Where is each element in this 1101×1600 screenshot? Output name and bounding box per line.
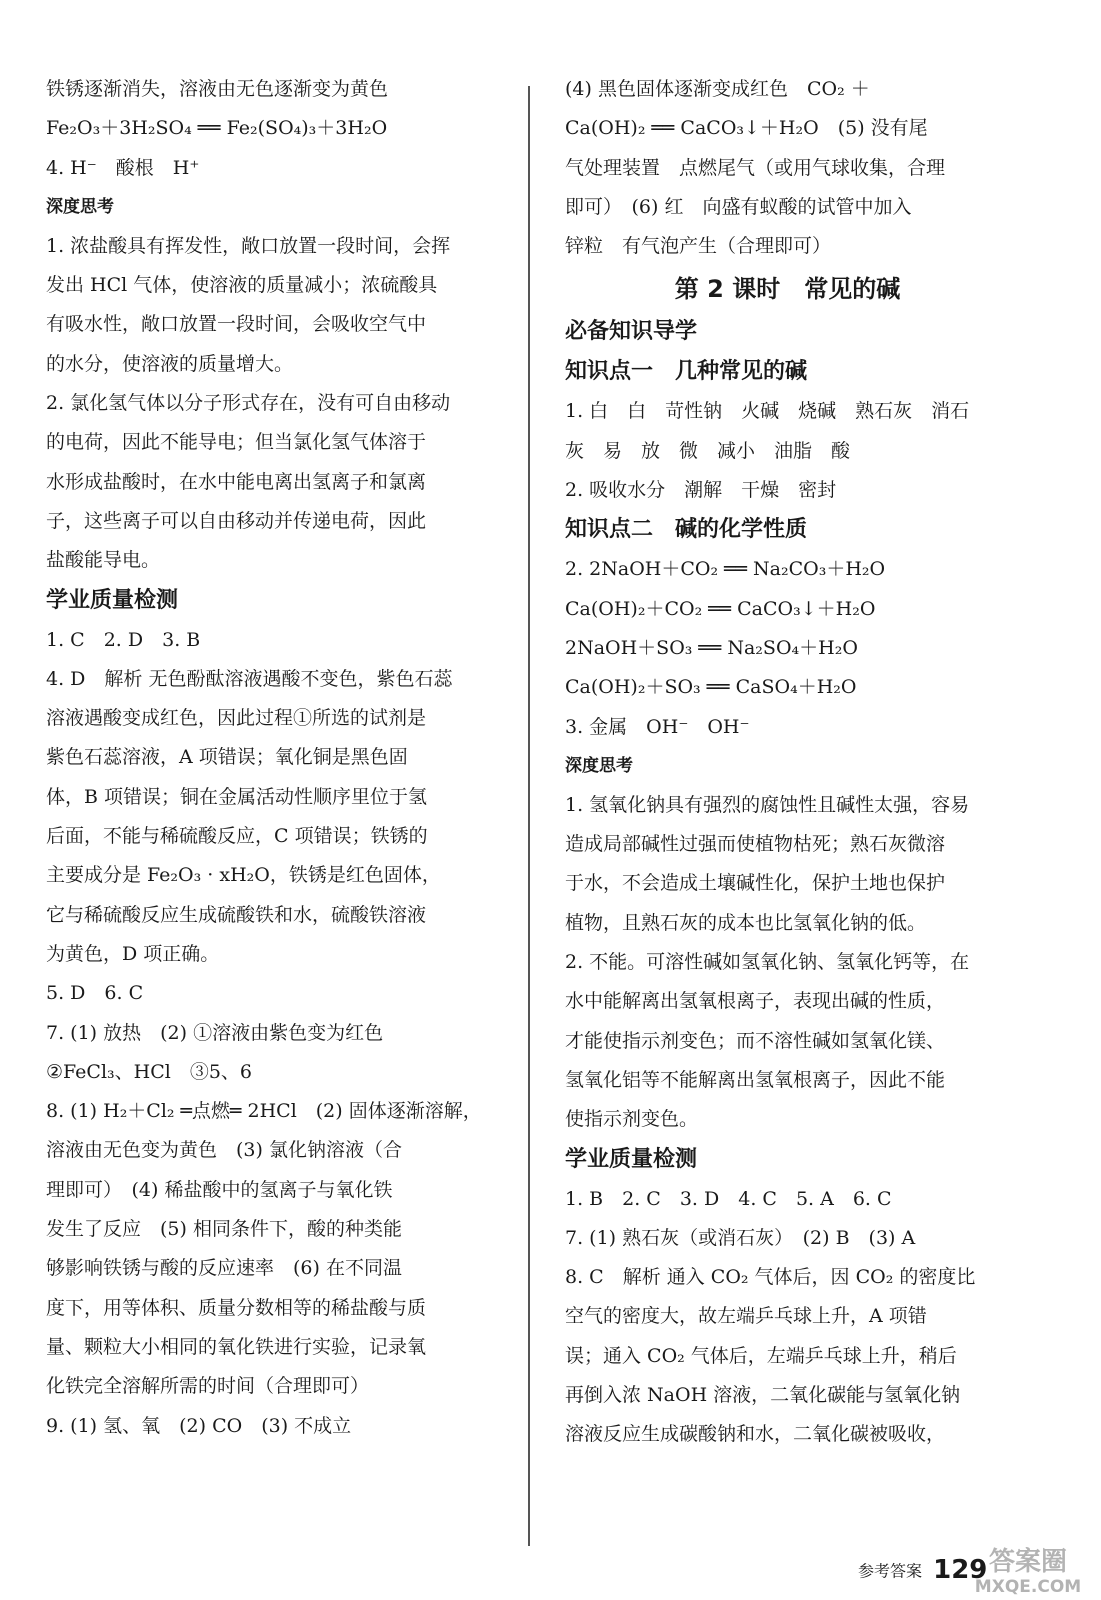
answer-line: 9. (1) 氢、氧 (2) CO (3) 不成立 <box>46 1414 352 1437</box>
answer-line: 发生了反应 (5) 相同条件下，酸的种类能 <box>46 1218 402 1241</box>
answer-line: 子，这些离子可以自由移动并传递电荷，因此 <box>46 509 427 532</box>
section-heading: 知识点一 几种常见的碱 <box>565 359 808 385</box>
answer-line: 后面，不能与稀硫酸反应，C 项错误；铁锈的 <box>46 825 428 848</box>
answer-line: 1. 氢氧化钠具有强烈的腐蚀性且碱性太强，容易 <box>565 793 970 816</box>
answer-line: ②FeCl₃、HCl ③5、6 <box>46 1060 253 1083</box>
answer-line: 度下，用等体积、质量分数相等的稀盐酸与质 <box>46 1296 427 1319</box>
answer-line: 灰 易 放 微 减小 油脂 酸 <box>565 439 851 462</box>
answer-line: 7. (1) 熟石灰（或消石灰） (2) B (3) A <box>565 1226 916 1249</box>
answer-line: 1. 浓盐酸具有挥发性，敞口放置一段时间，会挥 <box>46 234 451 257</box>
answer-line: 够影响铁锈与酸的反应速率 (6) 在不同温 <box>46 1257 402 1280</box>
answer-line: 植物，且熟石灰的成本也比氢氧化钠的低。 <box>565 911 927 934</box>
answer-line: Ca(OH)₂＋SO₃ ══ CaSO₄＋H₂O <box>565 676 857 699</box>
subsection-heading: 深度思考 <box>46 196 114 217</box>
answer-line: Ca(OH)₂ ══ CaCO₃↓＋H₂O (5) 没有尾 <box>565 117 928 140</box>
right-column <box>565 70 1010 1455</box>
answer-line: 再倒入浓 NaOH 溶液，二氧化碳能与氢氧化钠 <box>565 1384 961 1407</box>
answer-line: 紫色石蕊溶液，A 项错误；氧化铜是黑色固 <box>46 746 408 769</box>
section-heading: 必备知识导学 <box>565 319 698 345</box>
answer-line: 7. (1) 放热 (2) ①溶液由紫色变为红色 <box>46 1021 384 1044</box>
answer-line: 盐酸能导电。 <box>46 549 161 572</box>
answer-line: 3. 金属 OH⁻ OH⁻ <box>565 715 750 738</box>
answer-line: 锌粒 有气泡产生（合理即可） <box>565 235 832 258</box>
lesson-title: 第 2 课时 常见的碱 <box>674 275 901 304</box>
answer-line: 于水，不会造成土壤碱性化，保护土地也保护 <box>565 872 946 895</box>
page-number: 129 <box>933 1555 988 1585</box>
answer-line: 发出 HCl 气体，使溶液的质量减小；浓硫酸具 <box>46 274 438 297</box>
section-heading: 学业质量检测 <box>565 1146 698 1172</box>
answer-line: 理即可） (4) 稀盐酸中的氢离子与氧化铁 <box>46 1178 393 1201</box>
left-column <box>46 70 491 1446</box>
answer-line: 1. B 2. C 3. D 4. C 5. A 6. C <box>565 1187 892 1210</box>
section-heading: 知识点二 碱的化学性质 <box>565 517 808 543</box>
answer-line: 有吸水性，敞口放置一段时间，会吸收空气中 <box>46 313 427 336</box>
column-divider <box>528 86 530 1546</box>
section-heading: 学业质量检测 <box>46 587 179 613</box>
answer-line: 的水分，使溶液的质量增大。 <box>46 352 294 375</box>
answer-line: 的电荷，因此不能导电；但当氯化氢气体溶于 <box>46 431 427 454</box>
answer-line: 即可） (6) 红 向盛有蚁酸的试管中加入 <box>565 195 912 218</box>
watermark-bottom: MXQE.COM <box>974 1577 1082 1596</box>
answer-line: 量、颗粒大小相同的氧化铁进行实验，记录氧 <box>46 1335 427 1358</box>
answer-line: 4. H⁻ 酸根 H⁺ <box>46 156 200 179</box>
answer-line: 为黄色，D 项正确。 <box>46 942 220 965</box>
answer-line: 使指示剂变色。 <box>565 1108 699 1131</box>
answer-line: 2. 不能。可溶性碱如氢氧化钠、氢氧化钙等，在 <box>565 951 970 974</box>
answer-line: 2. 2NaOH＋CO₂ ══ Na₂CO₃＋H₂O <box>565 558 886 581</box>
answer-line: 1. C 2. D 3. B <box>46 628 201 651</box>
answer-line: 溶液由无色变为黄色 (3) 氯化钠溶液（合 <box>46 1139 402 1162</box>
answer-line: 主要成分是 Fe₂O₃ · xH₂O，铁锈是红色固体， <box>46 864 441 887</box>
answer-line: 氢氧化铝等不能解离出氢氧根离子，因此不能 <box>565 1068 946 1091</box>
answer-line: 1. 白 白 苛性钠 火碱 烧碱 熟石灰 消石 <box>565 400 970 423</box>
answer-line: 造成局部碱性过强而使植物枯死；熟石灰微溶 <box>565 833 946 856</box>
answer-line: 5. D 6. C <box>46 982 144 1005</box>
answer-line: 它与稀硫酸反应生成硫酸铁和水，硫酸铁溶液 <box>46 903 427 926</box>
answer-line: Ca(OH)₂＋CO₂ ══ CaCO₃↓＋H₂O <box>565 597 876 620</box>
answer-line: 气处理装置 点燃尾气（或用气球收集，合理 <box>565 156 946 179</box>
answer-line: 才能使指示剂变色；而不溶性碱如氢氧化镁、 <box>565 1029 946 1052</box>
answer-line: 4. D 解析 无色酚酞溶液遇酸不变色，紫色石蕊 <box>46 667 453 690</box>
watermark-logo <box>968 1540 1088 1596</box>
answer-line: Fe₂O₃＋3H₂SO₄ ══ Fe₂(SO₄)₃＋3H₂O <box>46 117 388 140</box>
answer-line: 2NaOH＋SO₃ ══ Na₂SO₄＋H₂O <box>565 636 858 659</box>
answer-line: 溶液遇酸变成红色，因此过程①所选的试剂是 <box>46 707 427 730</box>
answer-line: 8. (1) H₂＋Cl₂ ═点燃═ 2HCl (2) 固体逐渐溶解， <box>46 1100 482 1123</box>
answer-line: 铁锈逐渐消失，溶液由无色逐渐变为黄色 <box>46 78 389 100</box>
answer-line: 误；通入 CO₂ 气体后，左端乒乓球上升，稍后 <box>565 1344 957 1367</box>
answer-line: 水形成盐酸时，在水中能电离出氢离子和氯离 <box>46 470 427 493</box>
answer-line: 溶液反应生成碳酸钠和水，二氧化碳被吸收， <box>565 1423 946 1446</box>
answer-line: 水中能解离出氢氧根离子，表现出碱的性质， <box>565 990 946 1013</box>
answer-line: (4) 黑色固体逐渐变成红色 CO₂ ＋ <box>565 78 870 100</box>
answer-line: 2. 吸收水分 潮解 干燥 密封 <box>565 479 837 502</box>
answer-line: 2. 氯化氢气体以分子形式存在，没有可自由移动 <box>46 392 451 415</box>
answer-line: 化铁完全溶解所需的时间（合理即可） <box>46 1375 370 1398</box>
watermark-top: 答案圈 <box>988 1547 1068 1577</box>
answer-line: 空气的密度大，故左端乒乓球上升，A 项错 <box>565 1305 927 1328</box>
answer-line: 体，B 项错误；铜在金属活动性顺序里位于氢 <box>46 785 428 808</box>
subsection-heading: 深度思考 <box>565 755 633 776</box>
answer-line: 8. C 解析 通入 CO₂ 气体后，因 CO₂ 的密度比 <box>565 1266 976 1289</box>
footer-label: 参考答案 <box>858 1561 923 1581</box>
